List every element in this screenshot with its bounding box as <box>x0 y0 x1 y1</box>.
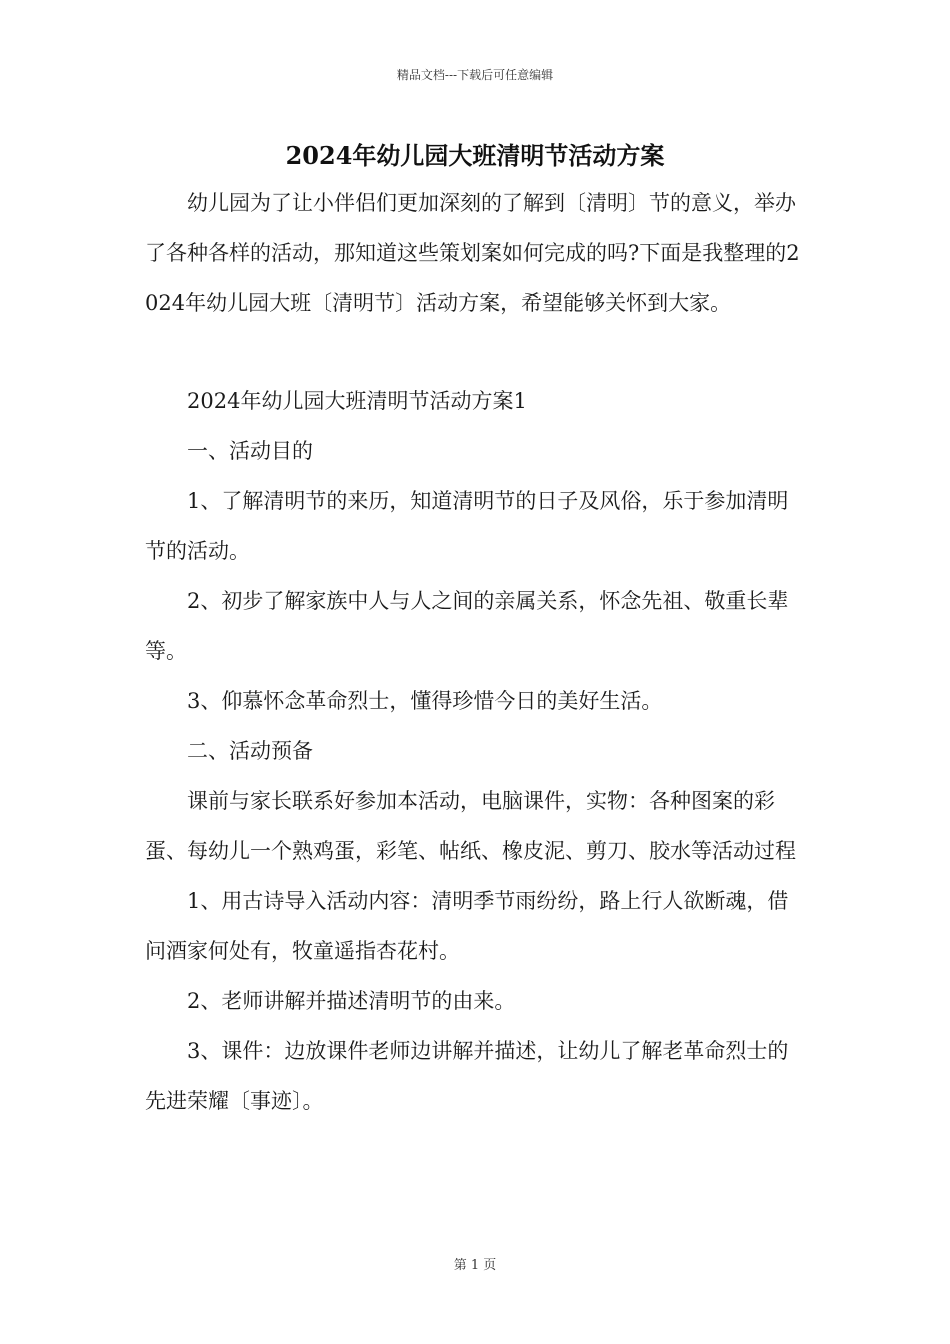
paragraph-gap <box>145 328 807 376</box>
goal-item-1: 1、了解清明节的来历，知道清明节的日子及风俗，乐于参加清明节的活动。 <box>145 489 789 563</box>
goal-item-2: 2、初步了解家族中人与人之间的亲属关系，怀念先祖、敬重长辈等。 <box>145 589 789 663</box>
process-item-2: 2、老师讲解并描述清明节的由来。 <box>187 989 516 1013</box>
section-heading-preparation: 二、活动预备 <box>187 739 313 763</box>
page-number: 第 1 页 <box>453 1258 497 1273</box>
process-item-1: 1、用古诗导入活动内容：清明季节雨纷纷，路上行人欲断魂，借问酒家何处有，牧童遥指杏花村。 <box>145 889 789 963</box>
page-header: 精品文档---下载后可任意编辑 <box>396 68 554 82</box>
section-heading-plan-1: 2024年幼儿园大班清明节活动方案1 <box>187 389 527 413</box>
section-heading-goals: 一、活动目的 <box>187 439 313 463</box>
preparation-paragraph: 课前与家长联系好参加本活动，电脑课件，实物：各种图案的彩蛋、每幼儿一个熟鸡蛋，彩笔、帖纸、橡皮泥、剪刀、胶水等活动过程 <box>145 789 796 863</box>
process-item-3: 3、课件：边放课件老师边讲解并描述，让幼儿了解老革命烈士的先进荣耀〔事迹〕。 <box>145 1039 789 1113</box>
document-body <box>145 178 807 1126</box>
document-title: 2024年幼儿园大班清明节活动方案 <box>285 141 665 170</box>
goal-item-3: 3、仰慕怀念革命烈士，懂得珍惜今日的美好生活。 <box>187 689 663 713</box>
intro-paragraph: 幼儿园为了让小伴侣们更加深刻的了解到〔清明〕节的意义，举办了各种各样的活动，那知道这些策划案如何完成的吗?下面是我整理的2024年幼儿园大班〔清明节〕活动方案，希望能够关怀到大家。 <box>145 191 800 315</box>
